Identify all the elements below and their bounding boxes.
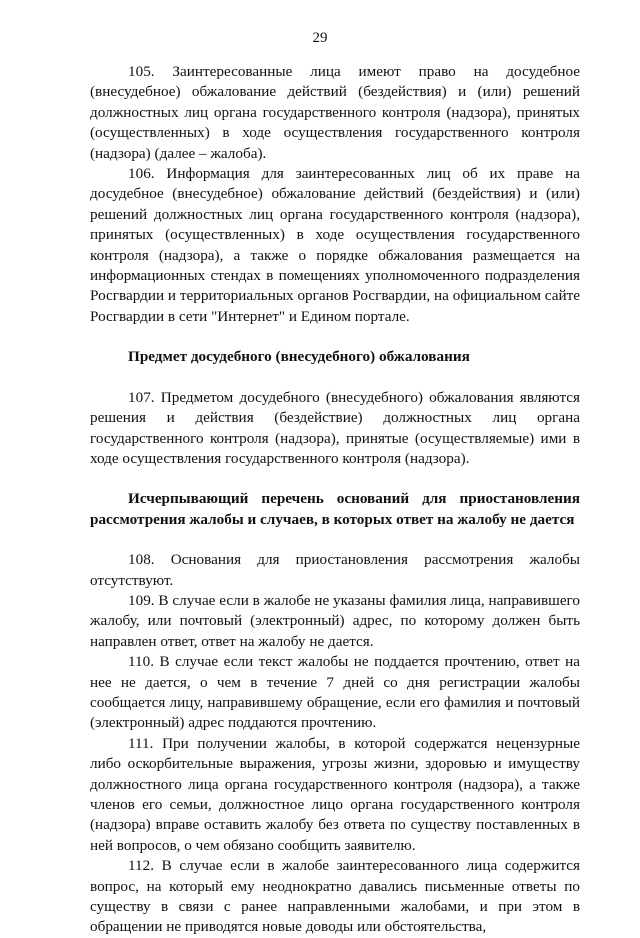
spacer [90, 469, 580, 489]
section-heading-suspension-grounds: Исчерпывающий перечень оснований для приостановления рассмотрения жалобы и случаев, в которых ответ на жалобу не дается [90, 490, 580, 528]
spacer [90, 530, 580, 550]
spacer [90, 327, 580, 347]
paragraph-108: 108. Основания для приостановления рассмотрения жалобы отсутствуют. [90, 551, 580, 589]
page-number: 29 [312, 30, 328, 46]
spacer [90, 368, 580, 388]
paragraph-112: 112. В случае если в жалобе заинтересованного лица содержится вопрос, на который ему неоднократно давались письменные ответы по существу в связи с ранее направленными жалобами, и при этом в обращении не приводятся новые доводы или обстоятельства, [90, 857, 580, 936]
section-heading-appeal-subject: Предмет досудебного (внесудебного) обжалования [128, 348, 470, 366]
paragraph-110: 110. В случае если текст жалобы не поддается прочтению, ответ на нее не дается, о чем в течение 7 дней со дня регистрации жалобы сообщается лицу, направившему обращение, если его фамилия и почтовый (электронный) адрес поддаются прочтению. [90, 653, 580, 732]
paragraph-106: 106. Информация для заинтересованных лиц об их праве на досудебное (внесудебное) обжалование действий (бездействия) и (или) решений должностных лиц органа государственного контроля (надзора), принятых (осуществленных) в ходе осуществления государственного контроля (надзора), а также о порядке обжалования размещается на информационных стендах в помещениях уполномоченного подразделения Росгвардии и территориальных органов Росгвардии, на официальном сайте Росгвардии в сети "Интернет" и Едином портале. [90, 165, 580, 325]
paragraph-111: 111. При получении жалобы, в которой содержатся нецензурные либо оскорбительные выражения, угрозы жизни, здоровью и имуществу должностного лица органа государственного контроля (надзора), а также членов его семьи, должностное лицо органа государственного контроля (надзора) вправе оставить жалобу без ответа по существу поставленных в ней вопросов, о чем обязано сообщить заявителю. [90, 734, 580, 854]
document-body [90, 62, 580, 938]
paragraph-109: 109. В случае если в жалобе не указаны фамилия лица, направившего жалобу, или почтовый (электронный) адрес, по которому должен быть направлен ответ, ответ на жалобу не дается. [90, 591, 580, 650]
paragraph-105: 105. Заинтересованные лица имеют право на досудебное (внесудебное) обжалование действий (бездействия) и (или) решений должностных лиц органа государственного контроля (надзора), принятых (осуществленных) в ходе осуществления государственного контроля (надзора) (далее – жалоба). [90, 63, 580, 162]
paragraph-107: 107. Предметом досудебного (внесудебного) обжалования являются решения и действия (бездействие) должностных лиц органа государственного контроля (надзора), принятые (осуществляемые) ими в ходе осуществления государственного контроля (надзора). [90, 388, 580, 467]
